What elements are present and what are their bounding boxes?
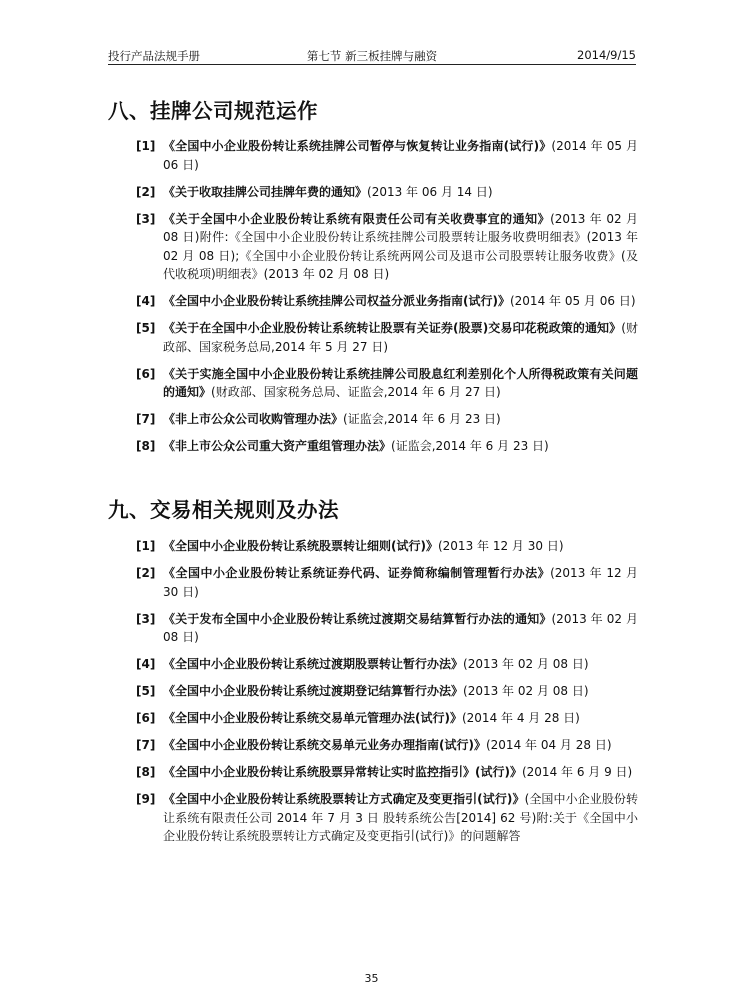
reference-title: 《非上市公众公司重大资产重组管理办法》 — [163, 439, 392, 453]
reference-details: (2013 年 02 月 08 日)附件:《全国中小企业股份转让系统挂牌公司股票转让服务收费明细表》(2013 年 02 月 08 日);《全国中小企业股份转让系统两网公司及退市公司股票转让服务收费》(及代收税项)明细表》(2013 年 02 月 08 日) — [163, 211, 638, 281]
header-manual-title: 投行产品法规手册 — [108, 49, 200, 63]
section-heading: 九、交易相关规则及办法 — [108, 498, 339, 522]
reference-item — [136, 682, 638, 701]
reference-number: [6] — [136, 711, 156, 725]
reference-text — [163, 183, 638, 202]
reference-number: [3] — [136, 211, 156, 226]
reference-number: [2] — [136, 566, 156, 580]
reference-text — [163, 137, 638, 174]
reference-details: (2014 年 05 月 06 日) — [509, 294, 636, 308]
reference-number: [9] — [136, 792, 156, 806]
reference-item — [136, 365, 638, 402]
reference-number: [8] — [136, 765, 156, 779]
reference-title: 《关于实施全国中小企业股份转让系统挂牌公司股息红利差别化个人所得税政策有关问题的通知》 — [163, 366, 638, 399]
reference-text — [163, 709, 638, 728]
reference-title: 《关于在全国中小企业股份转让系统转让股票有关证券(股票)交易印花税政策的通知》 — [163, 321, 622, 335]
section-heading: 八、挂牌公司规范运作 — [108, 99, 318, 123]
reference-item — [136, 736, 638, 755]
reference-details: (全国中小企业股份转让系统有限责任公司 2014 年 7 月 3 日 股转系统公告[2014] 62 号)附:关于《全国中小企业股份转让系统股票转让方式确定及变更指引(试行)》的问题解答 — [163, 792, 638, 843]
reference-number: [4] — [136, 657, 156, 671]
reference-title: 《全国中小企业股份转让系统交易单元管理办法(试行)》 — [163, 711, 462, 725]
reference-details: (2013 年 12 月 30 日) — [163, 566, 638, 599]
reference-item — [136, 410, 638, 429]
reference-details: (财政部、国家税务总局、证监会,2014 年 6 月 27 日) — [211, 385, 501, 399]
reference-item — [136, 564, 638, 601]
reference-title: 《全国中小企业股份转让系统过渡期登记结算暂行办法》 — [163, 684, 464, 698]
reference-title: 《关于全国中小企业股份转让系统有限责任公司有关收费事宜的通知》 — [163, 211, 551, 226]
reference-item — [136, 763, 638, 782]
reference-number: [7] — [136, 412, 156, 426]
reference-title: 《全国中小企业股份转让系统股票转让细则(试行)》 — [163, 539, 438, 553]
reference-item — [136, 437, 638, 456]
reference-item — [136, 292, 638, 311]
reference-list — [136, 137, 638, 464]
reference-number: [1] — [136, 139, 156, 153]
reference-item — [136, 610, 638, 647]
reference-details: (2014 年 6 月 9 日) — [521, 765, 633, 779]
reference-item — [136, 790, 638, 846]
reference-text — [163, 410, 638, 429]
reference-text — [163, 790, 638, 846]
reference-details: (2014 年 04 月 28 日) — [485, 738, 612, 752]
reference-details: (2014 年 05 月 06 日) — [163, 139, 638, 172]
reference-title: 《非上市公众公司收购管理办法》 — [163, 412, 344, 426]
reference-number: [1] — [136, 539, 156, 553]
reference-item — [136, 319, 638, 356]
reference-text — [163, 210, 638, 284]
reference-text — [163, 610, 638, 647]
reference-number: [5] — [136, 321, 156, 335]
reference-number: [6] — [136, 366, 156, 381]
reference-number: [7] — [136, 738, 156, 752]
reference-title: 《全国中小企业股份转让系统挂牌公司暂停与恢复转让业务指南(试行)》 — [163, 139, 552, 153]
reference-title: 《全国中小企业股份转让系统证券代码、证券简称编制管理暂行办法》 — [163, 566, 551, 580]
reference-item — [136, 655, 638, 674]
reference-title: 《关于收取挂牌公司挂牌年费的通知》 — [163, 184, 368, 199]
reference-details: (2013 年 02 月 08 日) — [163, 611, 638, 644]
reference-number: [8] — [136, 439, 156, 453]
reference-details: (财政部、国家税务总局,2014 年 5 月 27 日) — [163, 321, 638, 354]
header-date: 2014/9/15 — [577, 48, 636, 62]
reference-details: (证监会,2014 年 6 月 23 日) — [343, 412, 501, 426]
reference-text — [163, 564, 638, 601]
reference-text — [163, 365, 638, 402]
reference-title: 《全国中小企业股份转让系统股票异常转让实时监控指引》(试行)》 — [163, 765, 522, 779]
reference-number: [2] — [136, 184, 156, 199]
reference-number: [4] — [136, 294, 156, 308]
page-number: 35 — [364, 972, 379, 985]
reference-text — [163, 537, 638, 556]
reference-details: (2013 年 12 月 30 日) — [437, 539, 564, 553]
reference-details: (证监会,2014 年 6 月 23 日) — [391, 439, 549, 453]
reference-title: 《全国中小企业股份转让系统交易单元业务办理指南(试行)》 — [163, 738, 486, 752]
page-header — [108, 46, 636, 65]
reference-text — [163, 763, 638, 782]
reference-details: (2014 年 4 月 28 日) — [461, 711, 580, 725]
reference-text — [163, 319, 638, 356]
reference-item — [136, 537, 638, 556]
reference-number: [5] — [136, 684, 156, 698]
reference-text — [163, 292, 638, 311]
reference-title: 《全国中小企业股份转让系统挂牌公司权益分派业务指南(试行)》 — [163, 294, 510, 308]
reference-list — [136, 537, 638, 854]
reference-title: 《关于发布全国中小企业股份转让系统过渡期交易结算暂行办法的通知》 — [163, 611, 552, 626]
reference-title: 《全国中小企业股份转让系统过渡期股票转让暂行办法》 — [163, 657, 464, 671]
reference-details: (2013 年 02 月 08 日) — [463, 684, 589, 698]
reference-number: [3] — [136, 611, 156, 626]
reference-details: (2013 年 06 月 14 日) — [367, 184, 493, 199]
reference-details: (2013 年 02 月 08 日) — [463, 657, 589, 671]
header-section-title: 第七节 新三板挂牌与融资 — [306, 49, 438, 63]
reference-text — [163, 682, 638, 701]
reference-item — [136, 183, 638, 202]
reference-text — [163, 437, 638, 456]
reference-item — [136, 137, 638, 174]
reference-title: 《全国中小企业股份转让系统股票转让方式确定及变更指引(试行)》 — [163, 792, 525, 806]
reference-text — [163, 736, 638, 755]
reference-text — [163, 655, 638, 674]
reference-item — [136, 210, 638, 284]
reference-item — [136, 709, 638, 728]
